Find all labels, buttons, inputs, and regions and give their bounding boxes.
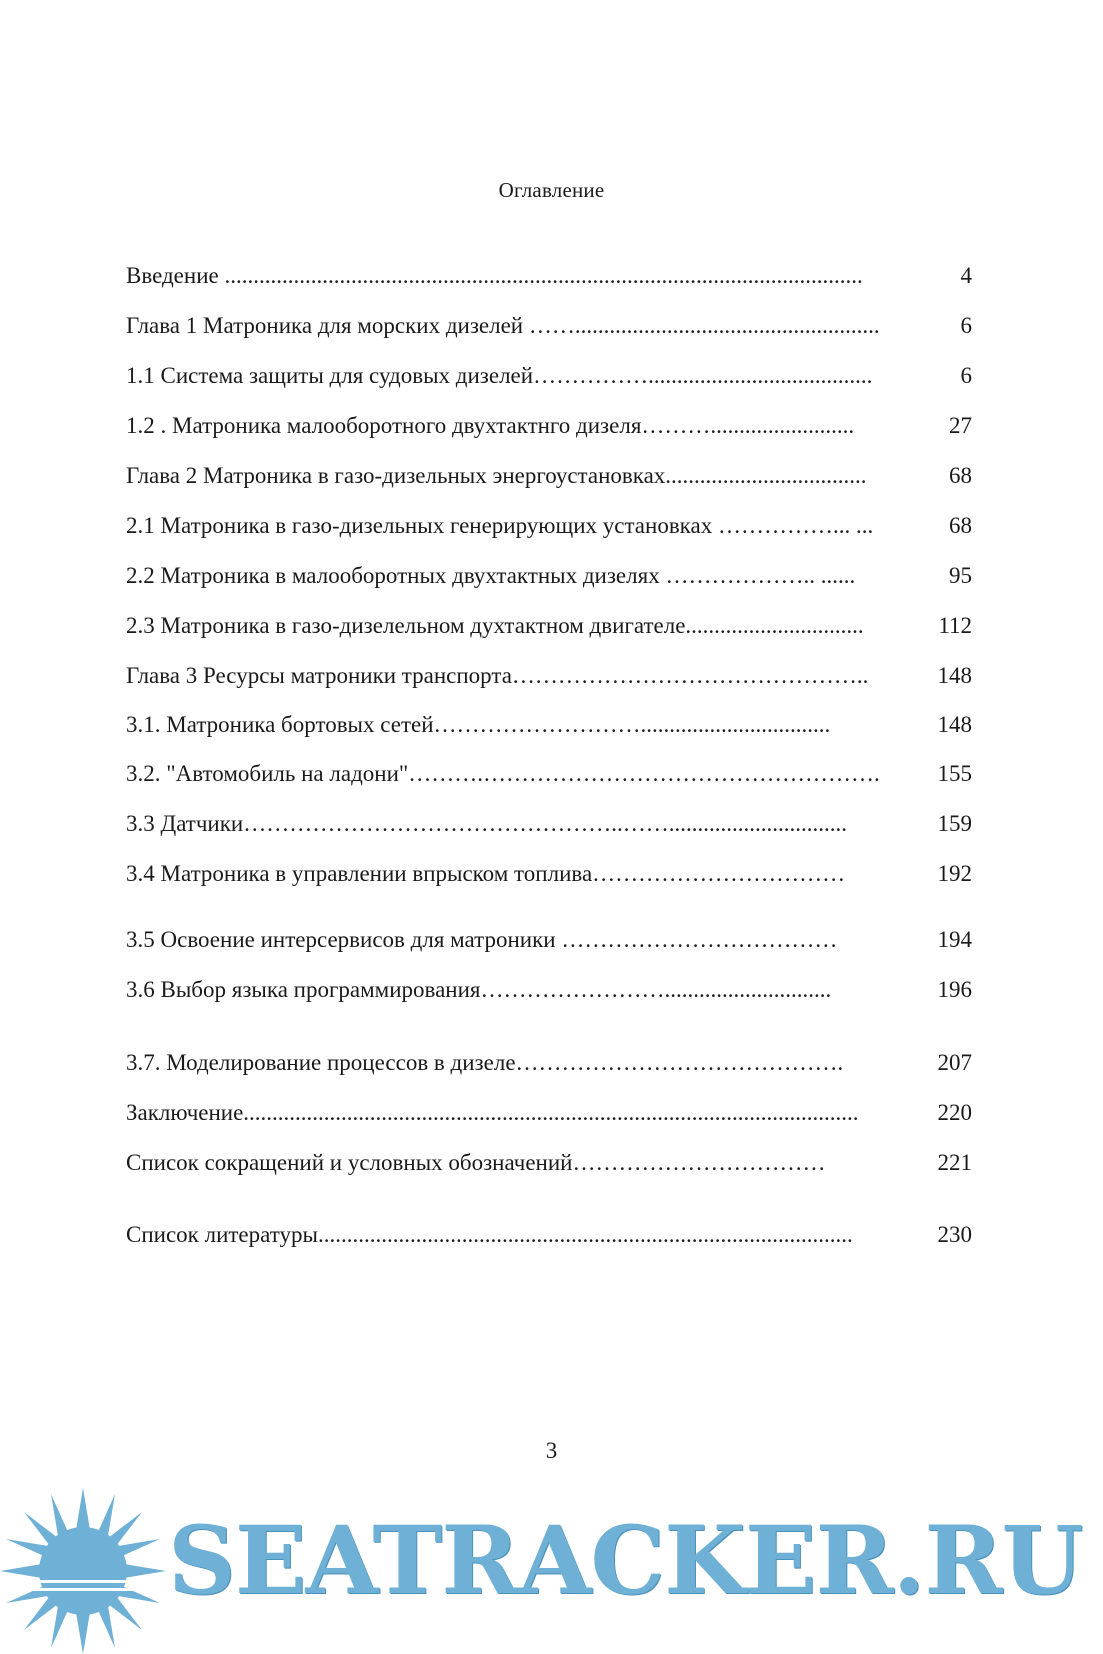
toc-entry-page: 196 [937, 977, 972, 1002]
sun-logo-icon [0, 1488, 166, 1654]
toc-entry-2-2 [126, 560, 972, 592]
toc-entry-3-6 [126, 974, 972, 1006]
toc-entry-2-3 [126, 610, 972, 642]
toc-entry-label: Введение ............................................................................................................... [126, 263, 863, 288]
toc-entry-label: 2.3 Матроника в газо-дизелельном духтактном двигателе............................... [126, 613, 864, 638]
toc-entry-page: 148 [937, 712, 972, 737]
toc-entry-label: Список сокращений и условных обозначений…………………………… [126, 1150, 826, 1175]
toc-entry-page: 220 [937, 1100, 972, 1125]
toc-entry-label: 2.1 Матроника в газо-дизельных генерирующих установках ……………... ... [126, 513, 874, 538]
toc-entry-page: 6 [960, 313, 972, 338]
toc-entry-chapter-3 [126, 660, 972, 692]
toc-entry-page: 148 [937, 663, 972, 688]
toc-entry-page: 95 [949, 563, 972, 588]
toc-entry-page: 230 [937, 1222, 972, 1247]
toc-entry-label: Глава 3 Ресурсы матроники транспорта……………………………………….. [126, 663, 869, 688]
toc-entry-3-5 [126, 924, 972, 956]
toc-entry-label: Заключение........................................................................................................... [126, 1100, 859, 1125]
toc-entry-label: Список литературы............................................................................................. [126, 1222, 853, 1247]
toc-entry-label: 3.6 Выбор языка программирования……………………............................. [126, 977, 832, 1002]
toc-entry-page: 155 [937, 761, 972, 786]
toc-entry-label: Глава 1 Матроника для морских дизелей ……..................................................... [126, 313, 880, 338]
toc-entry-conclusion [126, 1097, 972, 1129]
toc-entry-page: 68 [949, 463, 972, 488]
watermark-text: SEATRACKER.RU [168, 1506, 1083, 1616]
toc-entry-page: 68 [949, 513, 972, 538]
toc-entry-label: 3.4 Матроника в управлении впрыском топлива…………………………… [126, 861, 846, 886]
toc-entry-label: 1.1 Система защиты для судовых дизелей……………....................................... [126, 363, 873, 388]
toc-entry-chapter-2 [126, 460, 972, 492]
toc-entry-3-1 [126, 709, 972, 741]
toc-entry-label: 3.2. "Автомобиль на ладони"……….……………………………………………. [126, 761, 880, 786]
toc-entry-label: 3.7. Моделирование процессов в дизеле……………………………………. [126, 1050, 844, 1075]
toc-entry-label: 1.2 . Матроника малооборотного двухтактнго дизеля………......................... [126, 413, 855, 438]
watermark [0, 1488, 1103, 1654]
toc-entry-page: 194 [937, 927, 972, 952]
toc-entry-chapter-1 [126, 310, 972, 342]
toc-entry-label: 3.5 Освоение интерсервисов для матроники ……………………………… [126, 927, 838, 952]
toc-entry-2-1 [126, 510, 972, 542]
toc-entry-page: 6 [960, 363, 972, 388]
toc-entry-bibliography [126, 1219, 972, 1251]
toc-entry-label: Глава 2 Матроника в газо-дизельных энергоустановках................................... [126, 463, 867, 488]
toc-entry-page: 192 [937, 861, 972, 886]
toc-entry-3-4 [126, 858, 972, 890]
toc-entry-page: 159 [937, 811, 972, 836]
toc-entry-page: 27 [949, 413, 972, 438]
toc-entry-1-1 [126, 360, 972, 392]
toc-entry-3-7 [126, 1047, 972, 1079]
toc-entry-page: 207 [937, 1050, 972, 1075]
toc-entry-introduction [126, 260, 972, 292]
toc-entry-label: 3.1. Матроника бортовых сетей………………………................................. [126, 712, 831, 737]
toc-entry-3-3 [126, 808, 972, 840]
toc-entry-page: 221 [937, 1150, 972, 1175]
toc-entry-abbreviations [126, 1147, 972, 1179]
toc-entry-page: 112 [938, 613, 972, 638]
toc-entry-3-2 [126, 758, 972, 790]
toc-entry-label: 2.2 Матроника в малооборотных двухтактных дизелях ……………….. ...... [126, 563, 856, 588]
toc-entry-page: 4 [960, 263, 972, 288]
toc-entry-label: 3.3 Датчики…………………………………………..……............................... [126, 811, 847, 836]
page-title: Оглавление [498, 178, 605, 202]
page-number: 3 [545, 1438, 558, 1463]
toc-entry-1-2 [126, 410, 972, 442]
